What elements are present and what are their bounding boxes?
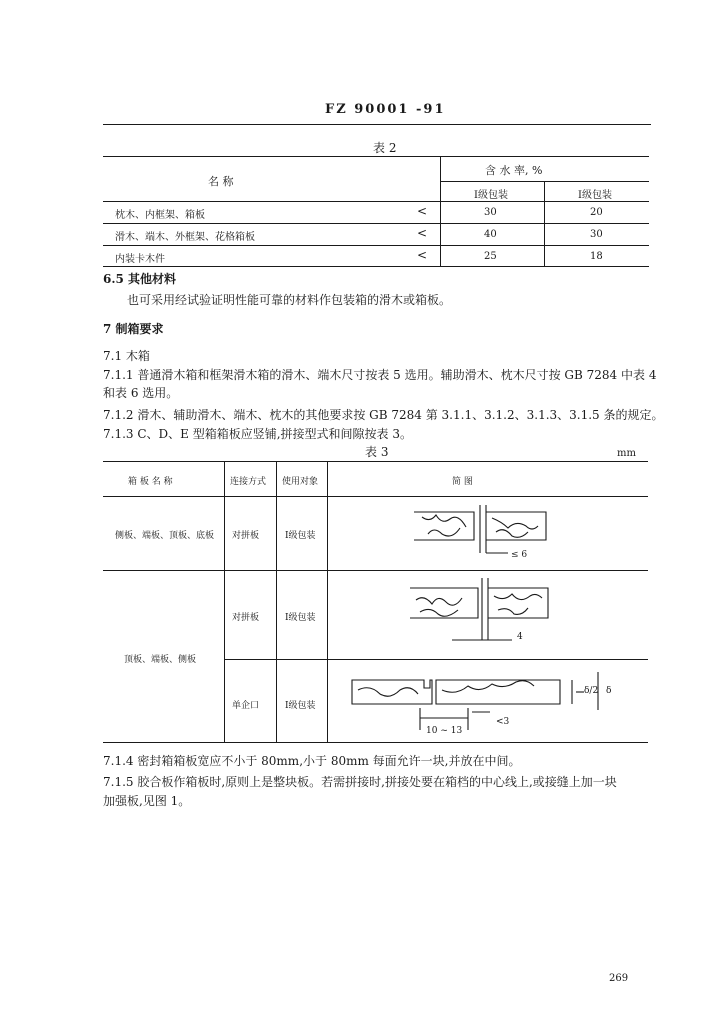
table3-row-target: Ⅰ级包装 [285, 531, 316, 541]
table2-cell-grade1: 30 [484, 207, 497, 218]
section-heading: 7.1 木箱 [103, 349, 150, 363]
table2-cell-grade2: 20 [590, 207, 603, 218]
table2-cell-grade1: 25 [484, 251, 497, 262]
table2-row-name: 内装卡木件 [115, 254, 165, 265]
table3-row-target: Ⅰ级包装 [285, 701, 316, 711]
dimension-label: 10 ~ 13 [426, 726, 463, 736]
standard-number: FZ 90001 -91 [325, 102, 446, 117]
table3-row-method: 对拼板 [232, 613, 260, 623]
paragraph: 和表 6 选用。 [103, 386, 179, 400]
paragraph: 也可采用经试验证明性能可靠的材料作包装箱的滑木或箱板。 [127, 293, 452, 307]
table2-subheader-grade2: Ⅰ级包装 [578, 190, 612, 201]
dimension-label: δ/2 [584, 686, 599, 696]
paragraph: 7.1.4 密封箱箱板宽应不小于 80mm,小于 80mm 每面允许一块,并放在中间。 [103, 754, 521, 768]
table2-row-name: 滑木、端木、外框架、花格箱板 [115, 232, 255, 243]
table3-header-method: 连接方式 [230, 477, 267, 487]
table3-header-name: 箱 板 名 称 [128, 477, 173, 487]
table3-caption: 表 3 [365, 445, 389, 459]
table2-cell-grade2: 18 [590, 251, 603, 262]
section-heading: 6.5 其他材料 [103, 272, 177, 286]
dimension-label: 4 [517, 632, 523, 642]
dimension-label: ≤ 6 [511, 550, 528, 560]
table3-unit: mm [617, 448, 636, 459]
butt-joint-diagram-2 [410, 578, 548, 640]
page-number: 269 [609, 973, 629, 984]
table2-header-moisture: 含 水 率, % [485, 164, 543, 177]
table3-row-target: Ⅰ级包装 [285, 613, 316, 623]
paragraph: 7.1.1 普通滑木箱和框架滑木箱的滑木、端木尺寸按表 5 选用。辅助滑木、枕木尺寸按 GB 7284 中表 4 [103, 368, 657, 382]
table3-row-name: 侧板、端板、顶板、底板 [115, 531, 215, 541]
table2-row-op: < [417, 204, 428, 218]
table2-header-name: 名 称 [208, 175, 234, 188]
table3-header-diagram: 简 图 [452, 477, 473, 487]
table2-subheader-grade1: Ⅰ级包装 [474, 190, 508, 201]
paragraph: 7.1.2 滑木、辅助滑木、端木、枕木的其他要求按 GB 7284 第 3.1.1、3.1.2、3.1.3、3.1.5 条的规定。 [103, 408, 664, 422]
table3-row-method: 单企口 [232, 701, 260, 711]
section-heading: 7 制箱要求 [103, 322, 164, 336]
table2-caption: 表 2 [373, 141, 397, 155]
butt-joint-diagram-1 [414, 505, 546, 553]
table2-row-op: < [417, 226, 428, 240]
table2-cell-grade2: 30 [590, 229, 603, 240]
table2-row-op: < [417, 248, 428, 262]
paragraph: 7.1.3 C、D、E 型箱箱板应竖铺,拼接型式和间隙按表 3。 [103, 427, 412, 441]
dimension-label: δ [606, 686, 612, 696]
table2-cell-grade1: 40 [484, 229, 497, 240]
table3-row-group-name: 顶板、端板、侧板 [124, 655, 197, 665]
paragraph: 7.1.5 胶合板作箱板时,原则上是整块板。若需拼接时,拼接处要在箱档的中心线上,或接缝上加一块 [103, 775, 617, 789]
table3-row-method: 对拼板 [232, 531, 260, 541]
table3-header-target: 使用对象 [282, 477, 319, 487]
dimension-label: <3 [496, 717, 510, 727]
tongue-groove-diagram [352, 672, 598, 730]
paragraph: 加强板,见图 1。 [103, 794, 191, 808]
table2-row-name: 枕木、内框架、箱板 [115, 210, 205, 221]
